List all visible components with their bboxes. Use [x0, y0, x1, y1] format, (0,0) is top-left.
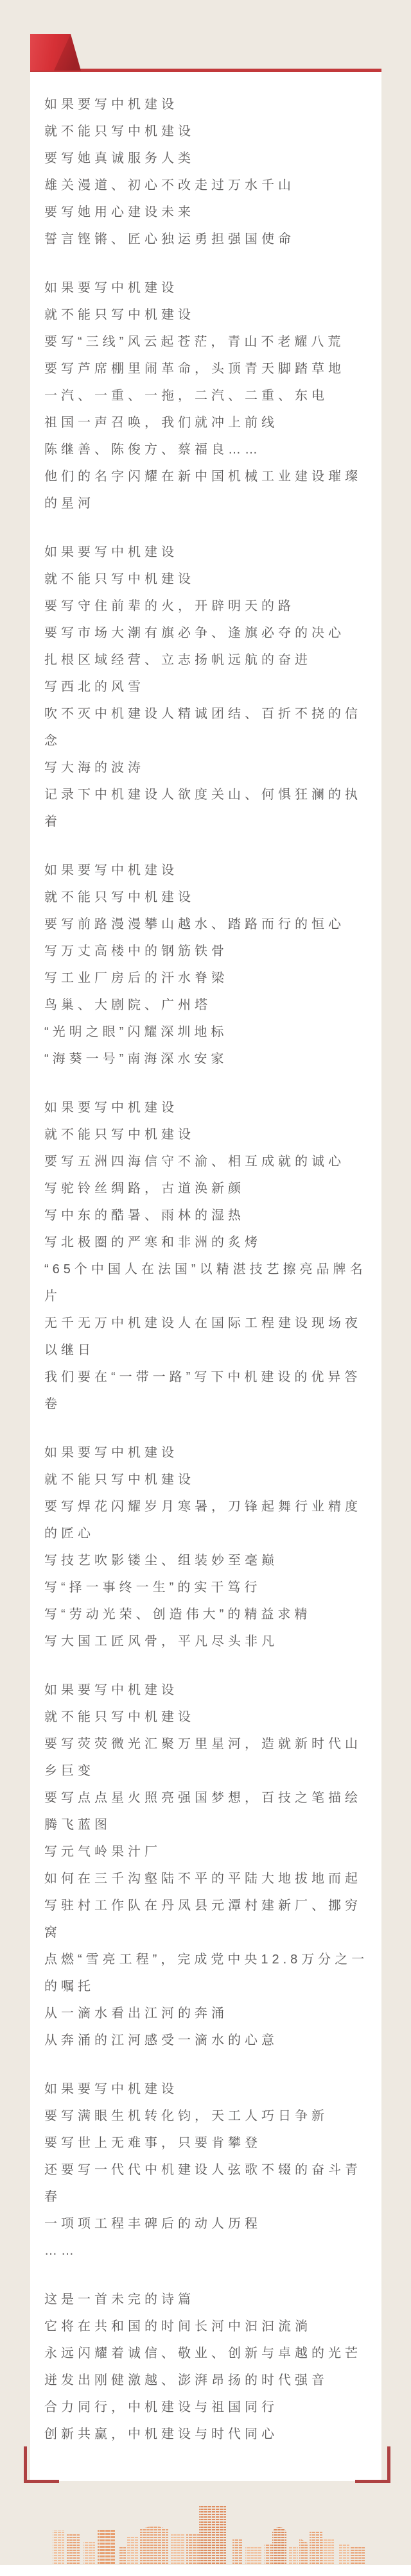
poem-line: 写大国工匠风骨，平凡尽头非凡 — [44, 1634, 278, 1648]
stanza — [44, 91, 369, 253]
poem-line: “海葵一号”南海深水安家 — [44, 1052, 228, 1066]
top-rule-line — [30, 69, 381, 72]
poem-line: 他们的名字闪耀在新中国机械工业建设璀璨的星河 — [44, 470, 362, 511]
poem-line: 要写前路漫漫攀山越水、踏路而行的恒心 — [44, 917, 345, 931]
poem-line: 如果要写中机建设 — [44, 545, 178, 559]
poem-line: 还要写一代代中机建设人弦歌不辍的奋斗青春 — [44, 2163, 362, 2204]
poem-line: 写技艺吹影镂尘、组装妙至毫巅 — [44, 1554, 278, 1568]
poem-line: 写中东的酷暑、雨林的湿热 — [44, 1208, 245, 1223]
poem-line: 要写点点星火照亮强国梦想，百技之笔描绘腾飞蓝图 — [44, 1791, 362, 1832]
poem-line: 如果要写中机建设 — [44, 1101, 178, 1115]
poem-line: 就不能只写中机建设 — [44, 1710, 195, 1724]
poem-line: 吹不灭中机建设人精诚团结、百折不挠的信念 — [44, 707, 362, 748]
poem-line: 写“劳动光荣、创造伟大”的精益求精 — [44, 1607, 311, 1622]
poem-line: 写元气岭果汁厂 — [44, 1845, 161, 1859]
poem-line: 就不能只写中机建设 — [44, 890, 195, 904]
poem-line: 记录下中机建设人欲度关山、何惧狂澜的执着 — [44, 788, 362, 829]
poem-line: 如果要写中机建设 — [44, 2082, 178, 2096]
poem-line: 从奔涌的江河感受一滴水的心意 — [44, 2033, 278, 2047]
poem-line: 要写五洲四海信守不渝、相互成就的诚心 — [44, 1155, 345, 1169]
poem-line: “65个中国人在法国”以精湛技艺擦亮品牌名片 — [44, 1262, 367, 1303]
poem-line: 一项项工程丰碑后的动人历程 — [44, 2217, 261, 2231]
poem-line: 要写满眼生机转化钧，天工人巧日争新 — [44, 2109, 328, 2123]
poem-line: 我们要在“一带一路”写下中机建设的优异答卷 — [44, 1370, 362, 1411]
stanza — [44, 1439, 369, 1655]
poem-line: 如果要写中机建设 — [44, 863, 178, 877]
poem-line: 创新共赢，中机建设与时代同心 — [44, 2427, 278, 2441]
poem-line: 点燃“雪亮工程”，完成党中央12.8万分之一的嘱托 — [44, 1953, 369, 1994]
poem-line: 要写焊花闪耀岁月寒暑，刀锋起舞行业精度的匠心 — [44, 1500, 362, 1541]
poem-line: 如果要写中机建设 — [44, 1446, 178, 1460]
poem-line: 陈继善、陈俊方、蔡福良…… — [44, 443, 261, 457]
poem-line: 写工业厂房后的汗水脊梁 — [44, 971, 228, 985]
poem-line: 迸发出刚健激越、澎湃昂扬的时代强音 — [44, 2373, 328, 2387]
city-skyline-icon — [39, 2501, 372, 2565]
poem-line: 要写她真诚服务人类 — [44, 151, 195, 165]
poem-line: 写驼铃丝绸路，古道涣新颜 — [44, 1182, 245, 1196]
poem-line: 就不能只写中机建设 — [44, 308, 195, 322]
poem-line: 鸟巢、大剧院、广州塔 — [44, 998, 211, 1012]
poem-line: “光明之眼”闪耀深圳地标 — [44, 1025, 228, 1039]
poem-line: 如果要写中机建设 — [44, 281, 178, 295]
poem-line: 合力同行，中机建设与祖国同行 — [44, 2400, 278, 2414]
poem-line: 无千无万中机建设人在国际工程建设现场夜以继日 — [44, 1316, 362, 1357]
poem-line: 写西北的风雪 — [44, 680, 144, 694]
poem-line: 就不能只写中机建设 — [44, 1473, 195, 1487]
poem-line: 它将在共和国的时间长河中汩汩流淌 — [44, 2319, 311, 2334]
stanza — [44, 1677, 369, 2054]
poem-line: …… — [44, 2244, 78, 2258]
poem-line: 写万丈高楼中的钢筋铁骨 — [44, 944, 228, 958]
stanza — [44, 275, 369, 517]
poem-line: 就不能只写中机建设 — [44, 572, 195, 586]
poem-line: 要写她用心建设未来 — [44, 205, 195, 219]
poem-line: 要写市场大潮有旗必争、逢旗必夺的决心 — [44, 626, 345, 640]
poem-line: 如何在三千沟壑陆不平的平陆大地拔地而起 — [44, 1872, 362, 1886]
stanza — [44, 2286, 369, 2448]
poem-line: 祖国一声召唤，我们就冲上前线 — [44, 416, 278, 430]
corner-bracket-right-icon — [355, 2446, 390, 2483]
stanza — [44, 2076, 369, 2264]
poem-line: 要写“三线”风云起苍茫，青山不老耀八荒 — [44, 335, 345, 349]
stanza — [44, 539, 369, 835]
poem-line: 写驻村工作队在丹凤县元潭村建新厂、挪穷窝 — [44, 1899, 362, 1940]
stanza — [44, 1094, 369, 1418]
poem-line: 要写世上无难事，只要肯攀登 — [44, 2136, 261, 2150]
stanza — [44, 857, 369, 1072]
poem — [44, 91, 369, 2470]
poem-line: 要写荧荧微光汇聚万里星河，造就新时代山乡巨变 — [44, 1737, 362, 1778]
poem-line: 从一滴水看出江河的奔涌 — [44, 2006, 228, 2021]
poem-line: 誓言铿锵、匠心独运勇担强国使命 — [44, 232, 295, 246]
poem-line: 扎根区域经营、立志扬帆远航的奋进 — [44, 653, 311, 667]
poem-line: 写“择一事终一生”的实干笃行 — [44, 1580, 261, 1595]
poem-line: 如果要写中机建设 — [44, 97, 178, 112]
poem-line: 如果要写中机建设 — [44, 1683, 178, 1697]
poem-line: 就不能只写中机建设 — [44, 1128, 195, 1142]
poem-line: 写大海的波涛 — [44, 761, 144, 775]
poem-line: 就不能只写中机建设 — [44, 124, 195, 139]
poem-line: 要写守住前辈的火，开辟明天的路 — [44, 599, 295, 613]
poem-line: 永远闪耀着诚信、敬业、创新与卓越的光芒 — [44, 2346, 362, 2360]
poem-line: 雄关漫道、初心不改走过万水千山 — [44, 178, 295, 192]
poem-line: 写北极圈的严寒和非洲的炙烤 — [44, 1235, 261, 1250]
bottom-white-strip — [0, 2565, 411, 2576]
poem-line: 要写芦席棚里闹革命，头顶青天脚踏草地 — [44, 362, 345, 376]
poem-line: 一汽、一重、一拖，二汽、二重、东电 — [44, 389, 328, 403]
poem-line: 这是一首未完的诗篇 — [44, 2292, 195, 2307]
corner-bracket-left-icon — [24, 2446, 59, 2483]
